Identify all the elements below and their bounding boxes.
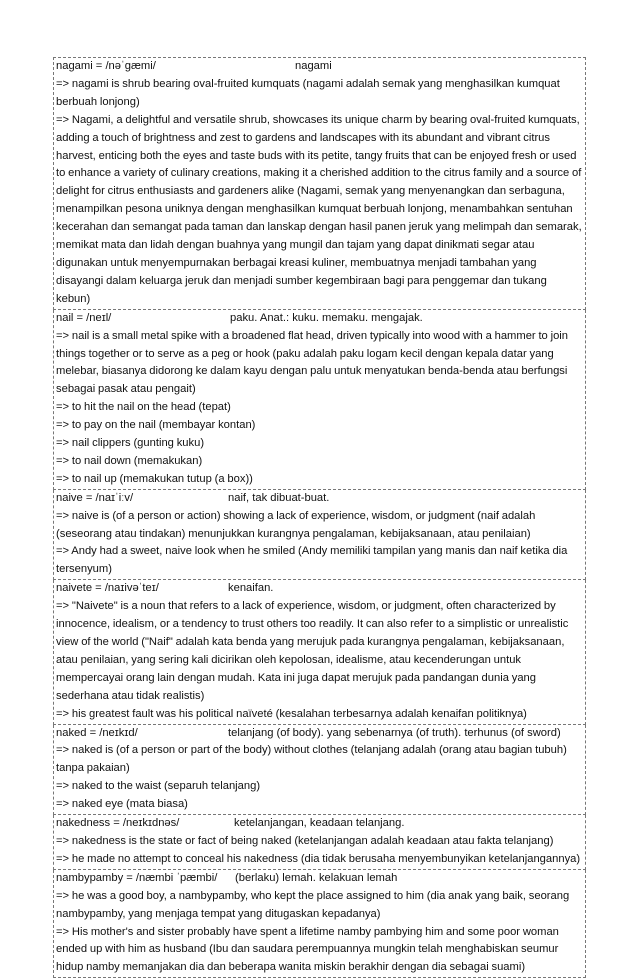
- example-line: => His mother's and sister probably have spent a lifetime namby pambying him and some poor woman ended up with him as husband (Ibu dan saudara perempuannya mungkin telah menghabiskan seumur hidup namby memanjakan dia dan beberapa wanita miskin berakhir dengan dia sebagai suami): [56, 925, 559, 974]
- dictionary-entry: [53, 310, 586, 490]
- example-line: => nail clippers (gunting kuku): [56, 437, 205, 450]
- dictionary-entry: [53, 870, 586, 978]
- example-line: => nail is a small metal spike with a broadened flat head, driven typically into wood with a hammer to join things together or to serve as a peg or hook (paku adalah paku logam kecil dengan kepala datar yang melebar, biasanya didorong ke dalam kayu dengan palu untuk menyatukan benda-benda atau berfungsi sebagai pasak atau pengait): [56, 329, 569, 396]
- example-line: => to pay on the nail (membayar kontan): [56, 419, 256, 432]
- translation: paku. Anat.: kuku. memaku. mengajak.: [230, 311, 423, 324]
- translation: nagami: [295, 60, 332, 72]
- example-line: => naked to the waist (separuh telanjang): [56, 780, 261, 793]
- translation: kenaifan.: [228, 582, 274, 595]
- example-line: => Andy had a sweet, naive look when he smiled (Andy memiliki tampilan yang manis dan naif ketika dia tersenyum): [56, 545, 568, 576]
- headword: naked = /neɪkɪd/: [56, 726, 138, 739]
- example-line: => his greatest fault was his political naïveté (kesalahan terbesarnya adalah kenaifan politiknya): [56, 707, 527, 720]
- dictionary-entry: [53, 580, 586, 724]
- translation: ketelanjangan, keadaan telanjang.: [234, 817, 405, 830]
- entry-header: [56, 870, 583, 888]
- headword: nail = /neɪl/: [56, 311, 112, 324]
- example-line: => naive is (of a person or action) showing a lack of experience, wisdom, or judgment (naif adalah (seseorang atau tindakan) menunjukkan kurangnya pengalaman, kebijaksanaan, atau penilaian): [56, 509, 536, 540]
- translation: telanjang (of body). yang sebenarnya (of truth). terhunus (of sword): [228, 726, 561, 739]
- example-line: => nakedness is the state or fact of being naked (ketelanjangan adalah keadaan atau fakta telanjang): [56, 834, 554, 847]
- translation: (berlaku) lemah. kelakuan lemah: [235, 871, 398, 884]
- headword: nakedness = /neɪkɪdnəs/: [56, 817, 180, 830]
- entry-header: [56, 58, 583, 76]
- example-line: => to hit the nail on the head (tepat): [56, 401, 231, 414]
- example-line: => nagami is shrub bearing oval-fruited kumquats (nagami adalah semak yang menghasilkan kumquat berbuah lonjong): [56, 77, 560, 108]
- headword: nagami = /nəˈgæmi/: [56, 60, 156, 72]
- entry-header: [56, 310, 583, 328]
- example-line: => naked eye (mata biasa): [56, 798, 188, 811]
- dictionary-entry: [53, 725, 586, 816]
- example-line: => to nail down (memakukan): [56, 454, 203, 467]
- dictionary-entry: [53, 490, 586, 581]
- example-line: => Nagami, a delightful and versatile shrub, showcases its unique charm by bearing oval-fruited kumquats, adding a touch of brightness and zest to gardens and landscapes with its abundant and vibrant citrus harvest, enticing both the eyes and taste buds with its petite, tangy fruits that can be enjoyed fresh or used to enhance a variety of culinary creations, making it a cherished addition to the citrus family and a source of delight for citrus enthusiasts and gardeners alike (Nagami, semak yang menyenangkan dan serbaguna, menampilkan pesona uniknya dengan menghasilkan kumquat berbuah lonjong, menambahkan sentuhan kecerahan dan semangat pada taman dan lanskap dengan hasil panen jeruk yang melimpah dan semarak, memikat mata dan lidah dengan buahnya yang mungil dan tajam yang dapat dinikmati segar atau digunakan untuk menyempurnakan berbagai kreasi kuliner, membuatnya menjadi tambahan yang disayangi dalam keluarga jeruk dan menjadi sumber kegembiraan bagi para penggemar dan tukang kebun): [56, 113, 582, 305]
- dictionary-entry: [53, 57, 586, 310]
- dictionary-entry: [53, 815, 586, 870]
- entry-header: [56, 490, 583, 508]
- example-line: => "Naivete" is a noun that refers to a lack of experience, wisdom, or judgment, often characterized by innocence, idealism, or a tendency to trust others too readily. It can also refer to a simplistic or unrealistic view of the world ("Naif" adalah kata benda yang merujuk pada kurangnya pengalaman, kebijaksanaan, atau penilaian, yang sering kali dicirikan oleh kepolosan, idealisme, atau kecenderungan untuk mempercayai orang lain dengan mudah. Kata ini juga dapat merujuk pada pandangan dunia yang sederhana atau tidak realistis): [56, 600, 569, 702]
- headword: naive = /naɪˈiːv/: [56, 491, 134, 504]
- entry-header: [56, 815, 583, 833]
- example-line: => he was a good boy, a nambypamby, who kept the place assigned to him (dia anak yang baik, seorang nambypamby, yang menjaga tempat yang ditugaskan kepadanya): [56, 889, 570, 920]
- headword: naivete = /naɪivəˈteɪ/: [56, 582, 159, 595]
- headword: nambypamby = /næmbi ˈpæmbi/: [56, 871, 218, 884]
- example-line: => naked is (of a person or part of the body) without clothes (telanjang adalah (orang atau bagian tubuh) tanpa pakaian): [56, 744, 567, 775]
- example-line: => to nail up (memakukan tutup (a box)): [56, 472, 253, 485]
- entry-header: [56, 725, 583, 743]
- entry-header: [56, 580, 583, 598]
- dictionary-table: [53, 57, 586, 978]
- example-line: => he made no attempt to conceal his nakedness (dia tidak berusaha menyembunyikan ketelanjangannya): [56, 852, 581, 865]
- translation: naif, tak dibuat-buat.: [228, 491, 330, 504]
